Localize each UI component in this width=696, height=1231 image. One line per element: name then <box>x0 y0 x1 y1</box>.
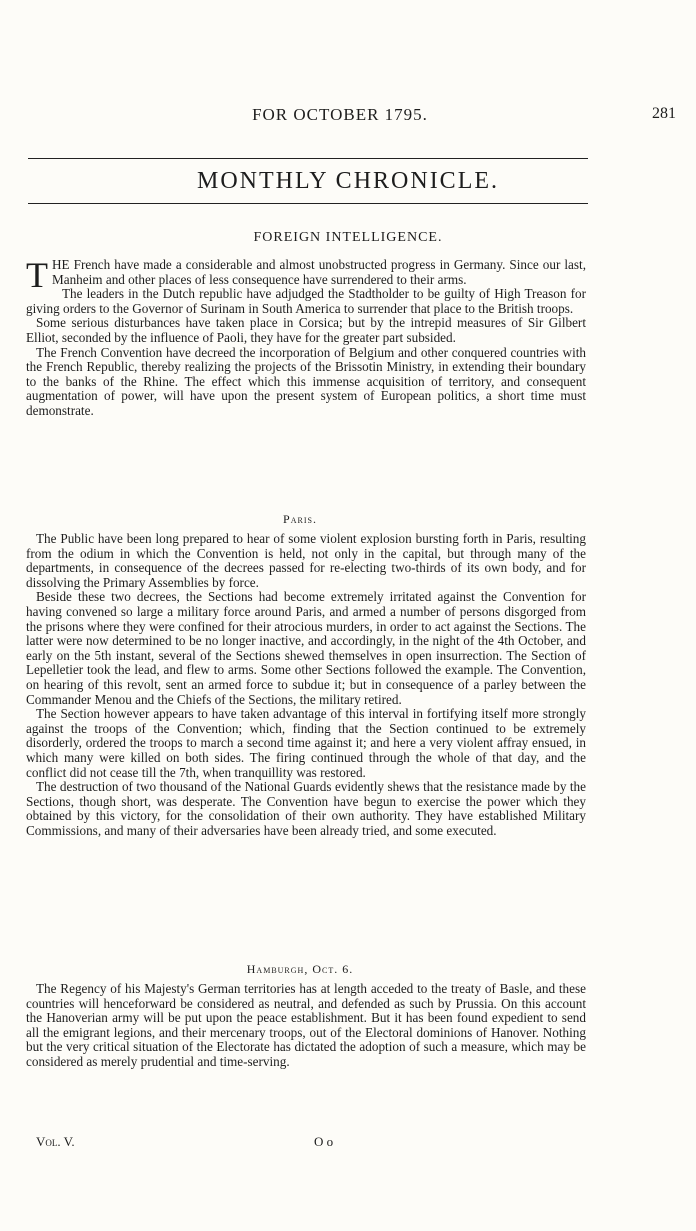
foreign-intelligence-heading: FOREIGN INTELLIGENCE. <box>253 230 443 245</box>
gathering-signature: O o <box>314 1134 334 1149</box>
paragraph: The Regency of his Majesty's German territories has at length acceded to the treaty of Basle, and these countries will henceforward be considered as neutral, and defended as such by Prussia. On this account the Hanoverian army will be put upon the peace establishment. But it has been found expedient to send all the emigrant legions, and their mercenary troops, out of the Electoral dominions of Hanover. Nothing but the very critical situation of the Electorate has dictated the adoption of such a measure, which may be considered as merely prudential and time-serving. <box>26 981 586 1069</box>
paragraph: The French Convention have decreed the incorporation of Belgium and other conquered countries with the French Republic, thereby realizing the projects of the Brissotin Ministry, in extending their boundary to the banks of the Rhine. The effect which this immense acquisition of territory, and consequent augmentation of power, will have upon the present system of European politics, a short time must demonstrate. <box>26 344 586 418</box>
drop-cap: T <box>26 255 48 295</box>
paragraph-text: HE French have made a considerable and almost unobstructed progress in Germany. Since our last, Manheim and other places of less consequence have surrendered to their arms. <box>52 257 586 287</box>
paragraph: The Section however appears to have taken advantage of this interval in fortifying itself more strongly against the troops of the Convention; which, finding that the Section continued to be extremely disorderly, ordered the troops to march a second time against it; and here a very violent affray ensued, in which many were killed on both sides. The firing continued through the whole of that day, and the conflict did not cease till the 7th, when tranquillity was restored. <box>26 706 586 780</box>
running-title: FOR OCTOBER 1795. <box>252 105 428 124</box>
paris-body <box>26 532 586 838</box>
bottom-rule <box>28 203 588 204</box>
volume-signature: Vol. V. <box>36 1134 75 1149</box>
paragraph: The leaders in the Dutch republic have adjudged the Stadtholder to be guilty of High Treason for giving orders to the Governor of Surinam in South America to surrender that place to the British troops. <box>26 286 586 316</box>
chronicle-title: MONTHLY CHRONICLE. <box>196 168 500 194</box>
paris-heading: Paris. <box>283 512 317 526</box>
hamburgh-body <box>26 982 586 1070</box>
paragraph: Some serious disturbances have taken place in Corsica; but by the intrepid measures of Sir Gilbert Elliot, seconded by the influence of Paoli, they have for the greater part subsided. <box>26 315 586 345</box>
paragraph: The Public have been long prepared to hear of some violent explosion bursting forth in Paris, resulting from the odium in which the Convention is held, not only in the capital, but through many of the departments, in consequence of the decrees passed for re-electing two-thirds of its own body, and for dissolving the Primary Assemblies by force. <box>26 531 586 590</box>
running-head <box>30 105 676 129</box>
paragraph: The destruction of two thousand of the National Guards evidently shews that the resistance made by the Sections, though short, was desperate. The Convention have begun to exercise the power which they obtained by this victory, for the consolidation of their own authority. They have established Military Commissions, and many of their adversaries have been already tried, and some executed. <box>26 779 586 838</box>
top-rule <box>28 158 588 159</box>
page-number: 281 <box>652 105 676 122</box>
paragraph <box>26 255 586 295</box>
foreign-intelligence-body <box>26 255 586 419</box>
hamburgh-heading: Hamburgh, Oct. 6. <box>246 962 354 976</box>
paragraph: Beside these two decrees, the Sections had become extremely irritated against the Convention for having convened so large a military force around Paris, and armed a number of persons disgorged from the prisons where they were confined for their atrocious murders, in order to act against the Sections. The latter were now determined to be no longer inactive, and accordingly, in the night of the 4th October, and early on the 5th instant, several of the Sections shewed themselves in open insurrection. The Section of Lepelletier took the lead, and flew to arms. Some other Sections followed the example. The Convention, on hearing of this revolt, sent an armed force to subdue it; but in consequence of a parley between the Commander Menou and the Chiefs of the Sections, the military retired. <box>26 589 586 707</box>
